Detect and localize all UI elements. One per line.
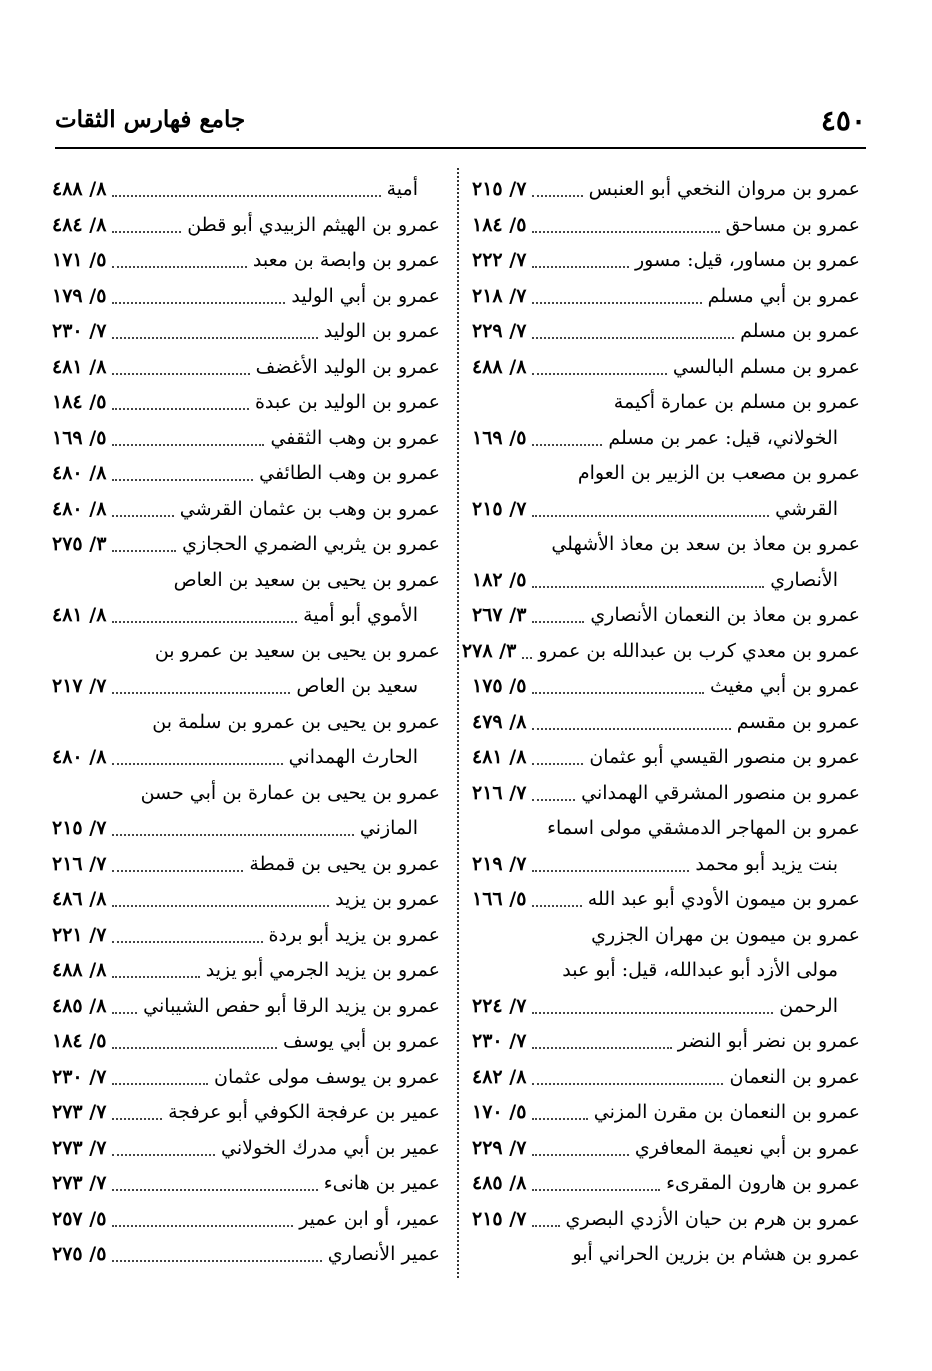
entry-name: عمرو بن يزيد أبو بردة — [268, 923, 440, 946]
entry-name: عمرو بن نضر أبو النضر — [677, 1030, 860, 1052]
dot-leader — [532, 443, 602, 446]
entry-reference: ٥/ ١٧٠ — [472, 1101, 527, 1123]
entry-reference: ٧/ ٢١٥ — [472, 497, 527, 520]
entry-name: عمير، أو ابن عمير — [299, 1207, 440, 1230]
index-column-right — [461, 172, 860, 1273]
entry-name: مولى الأزد أبو عبدالله، قيل: أبو عبد — [562, 959, 838, 981]
dot-leader — [532, 372, 667, 375]
index-entry — [472, 740, 860, 776]
index-entry — [52, 492, 440, 528]
index-entry — [52, 208, 440, 244]
dot-leader — [112, 443, 264, 446]
entry-name: عمرو بن يحيى بن عمارة بن أبي حسن — [140, 781, 440, 804]
dot-leader — [112, 265, 246, 268]
entry-name: عمرو بن أبي نعيمة المعافري — [634, 1136, 860, 1159]
page-number: ٤٥٠ — [820, 104, 866, 137]
entry-reference: ٧/ ٢٣٠ — [52, 320, 107, 342]
entry-reference: ٥/ ٢٥٧ — [52, 1207, 107, 1230]
entry-name: عمرو بن يزيد الجرمي أبو يزيد — [205, 959, 440, 981]
entry-reference: ٧/ ٢٢٢ — [472, 249, 527, 271]
entry-name: عمير الأنصاري — [327, 1243, 440, 1265]
dot-leader — [532, 230, 719, 233]
index-entry — [52, 1060, 440, 1096]
entry-name: الخولاني، قيل: عمر بن مسلم — [608, 426, 838, 449]
index-entry — [52, 953, 440, 989]
entry-name: أمية — [386, 178, 418, 200]
entry-name: عمرو بن مسلم — [740, 320, 860, 342]
index-entry — [52, 385, 440, 421]
index-entry — [472, 669, 860, 705]
dot-leader — [112, 620, 297, 623]
index-entry — [52, 243, 440, 279]
dot-leader — [112, 1188, 317, 1191]
index-entry — [472, 314, 860, 350]
entry-reference: ٨/ ٤٨١ — [52, 604, 107, 626]
index-entry — [472, 989, 860, 1025]
index-entry — [52, 1202, 440, 1238]
entry-reference: ٧/ ٢١٥ — [472, 1207, 527, 1230]
entry-name: عمرو بن الوليد — [323, 320, 440, 342]
index-entry — [472, 811, 860, 847]
entry-reference: ٧/ ٢٣٠ — [52, 1065, 107, 1088]
entry-name: عمرو بن أبي يوسف — [283, 1030, 440, 1052]
entry-name: عمرو بن معاذ بن سعد بن معاذ الأشهلي — [551, 533, 860, 555]
entry-reference: ٣/ ٢٧٥ — [52, 533, 107, 555]
index-entry — [52, 1166, 440, 1202]
index-entry — [52, 634, 440, 670]
dot-leader — [112, 1224, 293, 1227]
entry-reference: ٧/ ٢٢١ — [52, 923, 107, 946]
index-entry — [52, 847, 440, 883]
index-entry — [52, 918, 440, 954]
entry-name: عمرو بن منصور القيسي أبو عثمان — [589, 746, 860, 768]
entry-reference: ٧/ ٢١٨ — [472, 284, 527, 307]
entry-name: سعيد بن العاص — [296, 675, 418, 697]
dot-leader — [112, 1117, 162, 1120]
index-entry — [52, 669, 440, 705]
entry-reference: ٥/ ١٨٢ — [472, 568, 527, 591]
entry-reference: ٧/ ٢١٩ — [472, 852, 527, 875]
index-entry — [472, 279, 860, 315]
entry-reference: ٧/ ٢٧٣ — [52, 1101, 107, 1123]
dot-leader — [532, 194, 582, 197]
dot-leader — [112, 1011, 137, 1014]
index-entry — [52, 350, 440, 386]
dot-leader — [532, 869, 689, 872]
entry-name: عمرو بن يحيى بن سعيد بن العاص — [173, 568, 440, 591]
index-entry — [472, 1131, 860, 1167]
entry-name: عمرو بن الهيثم الزبيدي أبو قطن — [187, 213, 440, 236]
dot-leader — [112, 407, 249, 410]
dot-leader — [112, 230, 181, 233]
entry-name: عمرو بن وابصة بن معبد — [252, 249, 440, 271]
column-divider — [457, 168, 459, 1278]
dot-leader — [532, 585, 764, 588]
entry-reference: ٧/ ٢٢٤ — [472, 994, 527, 1017]
entry-name: عمرو بن مقسم — [736, 710, 860, 733]
dot-leader — [532, 514, 769, 517]
entry-reference: ٨/ ٤٨٥ — [472, 1172, 527, 1194]
entry-reference: ٨/ ٤٨٨ — [472, 355, 527, 378]
index-entry — [461, 634, 860, 670]
entry-reference: ٧/ ٢١٥ — [472, 178, 527, 200]
entry-name: عمرو بن يزيد الرقا أبو حفص الشيباني — [143, 994, 440, 1017]
entry-reference: ٧/ ٢١٦ — [472, 781, 527, 804]
index-entry — [472, 1166, 860, 1202]
entry-name: عمرو بن يحيى بن عمرو بن سلمة بن — [152, 710, 440, 733]
index-entry — [472, 953, 860, 989]
dot-leader — [112, 478, 253, 481]
entry-reference: ٥/ ١٨٤ — [472, 213, 527, 236]
index-entry — [52, 456, 440, 492]
entry-name: عمرو بن هشام بن بزرين الحراني أبو — [572, 1243, 860, 1265]
entry-reference: ٨/ ٤٨٨ — [52, 178, 107, 200]
dot-leader — [112, 904, 329, 907]
dot-leader — [532, 301, 701, 304]
entry-name: عمير بن هانىء — [323, 1172, 440, 1194]
dot-leader — [112, 1082, 208, 1085]
entry-name: الأموي أبو أمية — [303, 604, 418, 626]
entry-name: الحارث الهمداني — [288, 746, 418, 768]
entry-reference: ٥/ ١٦٩ — [472, 426, 527, 449]
entry-name: عمرو بن مساور، قيل: مسور — [634, 249, 860, 271]
index-entry — [472, 172, 860, 208]
index-entry — [52, 776, 440, 812]
entry-name: عمرو بن الوليد بن عبدة — [254, 391, 440, 413]
dot-leader — [532, 1224, 559, 1227]
dot-leader — [112, 372, 249, 375]
index-entry — [472, 208, 860, 244]
index-entry — [472, 563, 860, 599]
entry-name: المازني — [359, 817, 418, 839]
entry-reference: ٧/ ٢١٧ — [52, 675, 107, 697]
entry-reference: ٨/ ٤٨٦ — [52, 888, 107, 910]
entry-reference: ٥/ ١٧١ — [52, 249, 107, 271]
entry-name: عمرو بن أبي مغيث — [710, 675, 860, 697]
entry-reference: ٧/ ٢٢٩ — [472, 320, 527, 342]
entry-reference: ٣/ ٢٦٧ — [472, 604, 527, 626]
index-entry — [52, 989, 440, 1025]
entry-name: عمرو بن هرم بن حيان الأزدي البصري — [565, 1207, 860, 1230]
entry-reference: ٨/ ٤٨٠ — [52, 497, 107, 520]
index-entry — [472, 492, 860, 528]
dot-leader — [112, 869, 243, 872]
entry-name: عمرو بن مروان النخعي أبو العنبس — [588, 178, 860, 200]
index-entry — [472, 1060, 860, 1096]
entry-name: عمرو بن أبي مسلم — [707, 284, 860, 307]
entry-name: عمير بن عرفجة الكوفي أبو عرفجة — [168, 1101, 440, 1123]
entry-name: عمرو بن يحيى بن سعيد بن عمرو بن — [154, 639, 440, 662]
entry-reference: ٥/ ١٦٦ — [472, 888, 527, 910]
dot-leader — [532, 1188, 660, 1191]
entry-reference: ٨/ ٤٨٥ — [52, 994, 107, 1017]
index-entry — [52, 279, 440, 315]
dot-leader — [532, 265, 629, 268]
entry-name: عمرو بن ميمون الأودي أبو عبد الله — [587, 888, 860, 910]
index-entry — [52, 563, 440, 599]
entry-reference: ٨/ ٤٧٩ — [472, 710, 527, 733]
dot-leader — [532, 1046, 671, 1049]
entry-name: عمرو بن منصور المشرقي الهمداني — [581, 781, 860, 804]
entry-reference: ٧/ ٢٢٩ — [472, 1136, 527, 1159]
dot-leader — [532, 1117, 587, 1120]
dot-leader — [112, 1259, 321, 1262]
index-entry — [52, 1131, 440, 1167]
dot-leader — [112, 514, 173, 517]
entry-name: عمرو بن المهاجر الدمشقي مولى اسماء — [547, 817, 860, 839]
dot-leader — [112, 833, 353, 836]
dot-leader — [532, 1082, 723, 1085]
index-entry — [472, 385, 860, 421]
entry-name: عمرو بن مسلم بن عمارة أكيمة — [613, 391, 860, 413]
entry-reference: ٧/ ٢١٦ — [52, 852, 107, 875]
entry-name: عمرو بن هارون المقرىء — [666, 1172, 860, 1194]
dot-leader — [112, 975, 199, 978]
index-entry — [52, 1237, 440, 1273]
index-entry — [472, 243, 860, 279]
dot-leader — [532, 1011, 773, 1014]
dot-leader — [532, 904, 581, 907]
entry-name: عمرو بن يوسف مولى عثمان — [214, 1065, 440, 1088]
entry-reference: ٣/ ٢٧٨ — [461, 639, 517, 662]
dot-leader — [532, 762, 583, 765]
dot-leader — [532, 798, 575, 801]
entry-reference: ٨/ ٤٨١ — [52, 355, 107, 378]
index-entry — [472, 421, 860, 457]
entry-reference: ٥/ ١٨٤ — [52, 1030, 107, 1052]
entry-reference: ٨/ ٤٨١ — [472, 746, 527, 768]
entry-name: عمرو بن يزيد — [335, 888, 440, 910]
entry-name: عمرو بن وهب بن عثمان القرشي — [179, 497, 440, 520]
entry-name: الأنصاري — [770, 568, 838, 591]
dot-leader — [522, 656, 532, 659]
entry-name: عمرو بن الوليد الأغضف — [255, 355, 440, 378]
index-entry — [52, 598, 440, 634]
dot-leader — [112, 762, 282, 765]
index-entry — [472, 776, 860, 812]
entry-reference: ٥/ ٢٧٥ — [52, 1243, 107, 1265]
index-entry — [52, 527, 440, 563]
dot-leader — [112, 1046, 277, 1049]
entry-reference: ٧/ ٢٧٣ — [52, 1172, 107, 1194]
index-column-left — [52, 172, 440, 1273]
index-entry — [52, 740, 440, 776]
index-entry — [472, 1202, 860, 1238]
entry-name: عمرو بن يثربي الضمري الحجازي — [182, 533, 440, 555]
index-entry — [52, 882, 440, 918]
index-entry — [472, 1095, 860, 1131]
dot-leader — [112, 940, 262, 943]
entry-reference: ٨/ ٤٨٠ — [52, 462, 107, 484]
dot-leader — [112, 1153, 215, 1156]
entry-reference: ٨/ ٤٨٢ — [472, 1065, 527, 1088]
entry-reference: ٧/ ٢٧٣ — [52, 1136, 107, 1159]
entry-reference: ٨/ ٤٨٠ — [52, 746, 107, 768]
entry-name: عمرو بن معدي كرب بن عبدالله بن عمرو — [538, 639, 860, 662]
dot-leader — [112, 691, 290, 694]
entry-reference: ٥/ ١٦٩ — [52, 426, 107, 449]
entry-reference: ٥/ ١٧٩ — [52, 284, 107, 307]
entry-name: القرشي — [775, 497, 838, 520]
index-entry — [52, 421, 440, 457]
entry-reference: ٥/ ١٧٥ — [472, 675, 527, 697]
entry-name: عمرو بن ميمون بن مهران الجزري — [591, 923, 860, 946]
index-entry — [52, 314, 440, 350]
page-header — [55, 104, 866, 144]
dot-leader — [532, 620, 584, 623]
entry-name: عمرو بن وهب الثقفي — [270, 426, 440, 449]
entry-name: بنت يزيد أبو محمد — [695, 852, 838, 875]
index-entry — [472, 527, 860, 563]
entry-name: عمرو بن أبي الوليد — [291, 284, 440, 307]
entry-name: عمرو بن النعمان — [729, 1065, 860, 1088]
index-entry — [472, 1024, 860, 1060]
dot-leader — [532, 336, 734, 339]
entry-name: عمرو بن وهب الطائفي — [259, 462, 440, 484]
entry-reference: ٨/ ٤٨٨ — [52, 959, 107, 981]
index-entry — [52, 811, 440, 847]
index-entry — [52, 705, 440, 741]
index-entry — [472, 918, 860, 954]
dot-leader — [112, 301, 285, 304]
dot-leader — [532, 727, 730, 730]
index-entry — [52, 1024, 440, 1060]
index-entry — [472, 350, 860, 386]
entry-name: عمرو بن يحيى بن قمطة — [249, 852, 440, 875]
entry-name: الرحمن — [779, 994, 838, 1017]
entry-name: عمرو بن معاذ بن النعمان الأنصاري — [590, 604, 860, 626]
entry-name: عمرو بن مسلم البالسي — [672, 355, 860, 378]
entry-name: عمرو بن النعمان بن مقرن المزني — [593, 1101, 860, 1123]
header-rule — [55, 147, 866, 149]
index-entry — [52, 1095, 440, 1131]
entry-reference: ٨/ ٤٨٤ — [52, 213, 107, 236]
dot-leader — [112, 194, 380, 197]
index-entry — [472, 456, 860, 492]
entry-reference: ٥/ ١٨٤ — [52, 391, 107, 413]
entry-reference: ٧/ ٢٣٠ — [472, 1030, 527, 1052]
index-entry — [472, 598, 860, 634]
entry-name: عمرو بن مساحق — [725, 213, 860, 236]
entry-name: عمرو بن مصعب بن الزبير بن العوام — [577, 462, 860, 484]
dot-leader — [112, 336, 317, 339]
index-entry — [472, 1237, 860, 1273]
entry-name: عمير بن أبي مدرك الخولاني — [221, 1136, 440, 1159]
dot-leader — [532, 1153, 628, 1156]
index-entry — [472, 705, 860, 741]
book-title: جامع فهارس الثقات — [55, 106, 246, 133]
entry-reference: ٧/ ٢١٥ — [52, 817, 107, 839]
index-entry — [472, 847, 860, 883]
index-entry — [52, 172, 440, 208]
index-entry — [472, 882, 860, 918]
dot-leader — [112, 549, 176, 552]
dot-leader — [532, 691, 704, 694]
